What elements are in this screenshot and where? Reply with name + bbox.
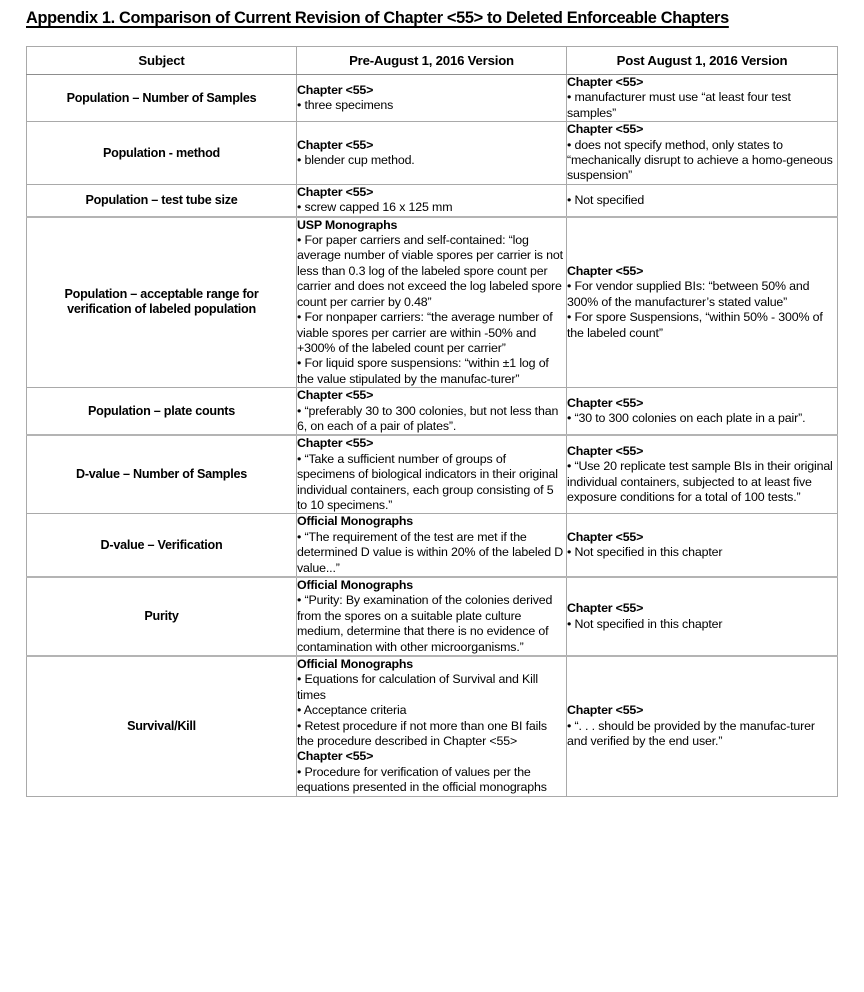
row-subject-line: D-value – Number of Samples (75, 467, 247, 482)
row-subject-line: Population - method (103, 145, 220, 160)
cell-bullet: • “preferably 30 to 300 colonies, but not less than 6, on each of a pair of plates”. (297, 403, 559, 433)
row-subject-cell (27, 75, 297, 122)
table-row (27, 184, 838, 216)
table-header (27, 47, 838, 75)
table-header-row (27, 47, 838, 75)
cell-bullet: • For paper carriers and self-contained: “log average number of viable spores per carrier is not less than 0.3 log of the labeled spore count per carrier and does not exceed the log labeled spore count per carrier by 0.48” (297, 233, 563, 309)
row-post-cell (567, 435, 838, 514)
column-header-pre-version: Pre-August 1, 2016 Version (297, 47, 567, 75)
row-subject-cell (27, 217, 297, 388)
table-row (27, 388, 838, 436)
row-subject-line: verification of labeled population (67, 302, 256, 317)
cell-bullet: • For nonpaper carriers: “the average number of viable spores per carrier are within -50% and +300% of the labeled count per carrier” (297, 310, 553, 355)
cell-heading-secondary: Chapter <55> (297, 749, 374, 764)
cell-bullet: • Not specified in this chapter (567, 616, 723, 631)
cell-heading: Chapter <55> (297, 82, 374, 97)
row-pre-cell (297, 184, 567, 216)
cell-bullet: • For liquid spore suspensions: “within ±1 log of the value stipulated by the manufac-turer” (297, 356, 549, 386)
row-pre-cell (297, 435, 567, 514)
cell-bullet: • “30 to 300 colonies on each plate in a pair”. (567, 411, 806, 426)
cell-bullet: • “Take a sufficient number of groups of specimens of biological indicators in their original individual containers, each group consisting of 5 to 10 specimens.” (297, 451, 558, 512)
cell-heading: Official Monographs (297, 578, 413, 592)
cell-heading: Chapter <55> (567, 444, 644, 459)
row-subject-cell (27, 184, 297, 216)
cell-bullet: • Acceptance criteria (297, 703, 407, 718)
cell-bullet-secondary: • Procedure for verification of values per the equations presented in the official monographs (297, 764, 547, 795)
cell-heading: Official Monographs (297, 657, 413, 672)
column-header-subject: Subject (27, 47, 297, 75)
cell-bullet: • “The requirement of the test are met if the determined D value is within 20% of the labeled D value...” (297, 529, 564, 575)
cell-heading: Official Monographs (297, 514, 413, 529)
cell-heading: USP Monographs (297, 217, 398, 232)
row-subject-cell (27, 388, 297, 436)
cell-bullet: • “Purity: By examination of the colonies derived from the spores on a suitable plate culture medium, determine that there is no evidence of contamination with other microorganisms.” (297, 593, 553, 654)
row-post-cell (567, 122, 838, 185)
cell-heading: Chapter <55> (567, 395, 644, 410)
cell-bullet: • Not specified in this chapter (567, 545, 723, 560)
row-post-cell (567, 514, 838, 577)
cell-heading: Chapter <55> (297, 436, 374, 451)
table-body (27, 75, 838, 797)
row-subject-line: Purity (144, 609, 179, 624)
page-title: Appendix 1. Comparison of Current Revision of Chapter <55> to Deleted Enforceable Chapters (26, 8, 729, 27)
row-pre-cell (297, 514, 567, 577)
row-subject-line: Population – test tube size (85, 192, 238, 207)
row-subject-cell (27, 514, 297, 577)
cell-bullet: • For spore Suspensions, “within 50% - 300% of the labeled count” (567, 310, 823, 340)
cell-bullet: • screw capped 16 x 125 mm (297, 200, 453, 215)
table-row (27, 75, 838, 122)
cell-bullet: • manufacturer must use “at least four test samples” (567, 90, 791, 120)
cell-bullet: • blender cup method. (297, 153, 415, 168)
table-row (27, 577, 838, 656)
row-subject-cell (27, 577, 297, 656)
cell-heading: Chapter <55> (567, 75, 644, 89)
table-row (27, 514, 838, 577)
row-subject-cell (27, 122, 297, 185)
row-subject-cell (27, 435, 297, 514)
cell-heading: Chapter <55> (297, 137, 374, 152)
column-header-post-version: Post August 1, 2016 Version (567, 47, 838, 75)
cell-bullet: • “. . . should be provided by the manufac-turer and verified by the end user.” (567, 718, 815, 749)
cell-heading: Chapter <55> (567, 703, 644, 718)
row-subject-line: Survival/Kill (127, 718, 196, 733)
cell-heading: Chapter <55> (567, 122, 644, 137)
table-row (27, 122, 838, 185)
cell-heading: Chapter <55> (297, 388, 374, 403)
row-post-cell (567, 217, 838, 388)
row-post-cell (567, 184, 838, 216)
cell-bullet: • three specimens (297, 98, 394, 113)
row-pre-cell (297, 388, 567, 436)
cell-bullet: • For vendor supplied BIs: “between 50% and 300% of the manufacturer’s stated value” (567, 279, 810, 309)
cell-heading: Chapter <55> (567, 601, 644, 616)
row-subject-line: Population – acceptable range for (64, 287, 259, 302)
cell-heading: Chapter <55> (297, 184, 374, 199)
cell-bullet: • Not specified (567, 192, 645, 207)
row-pre-cell (297, 656, 567, 796)
comparison-table (26, 46, 838, 797)
table-row (27, 435, 838, 514)
row-post-cell (567, 577, 838, 656)
row-post-cell (567, 75, 838, 122)
row-subject-line: Population – plate counts (88, 403, 235, 418)
cell-heading: Chapter <55> (567, 529, 644, 544)
row-pre-cell (297, 577, 567, 656)
row-post-cell (567, 656, 838, 796)
row-subject-cell (27, 656, 297, 796)
cell-bullet: • Equations for calculation of Survival and Kill times (297, 672, 538, 702)
cell-bullet: • Retest procedure if not more than one BI fails the procedure described in Chapter <55> (297, 718, 547, 749)
row-pre-cell (297, 122, 567, 185)
cell-bullet: • “Use 20 replicate test sample BIs in their original individual containers, subjected to at least five exposure conditions for a total of 100 tests.” (567, 459, 833, 505)
row-subject-line: D-value – Verification (100, 537, 223, 552)
row-pre-cell (297, 217, 567, 388)
table-row (27, 217, 838, 388)
cell-heading: Chapter <55> (567, 263, 644, 278)
table-row (27, 656, 838, 796)
cell-bullet: • does not specify method, only states to “mechanically disrupt to achieve a homo-geneous suspension” (567, 137, 833, 183)
row-pre-cell (297, 75, 567, 122)
row-subject-line: Population – Number of Samples (66, 90, 257, 105)
row-post-cell (567, 388, 838, 436)
